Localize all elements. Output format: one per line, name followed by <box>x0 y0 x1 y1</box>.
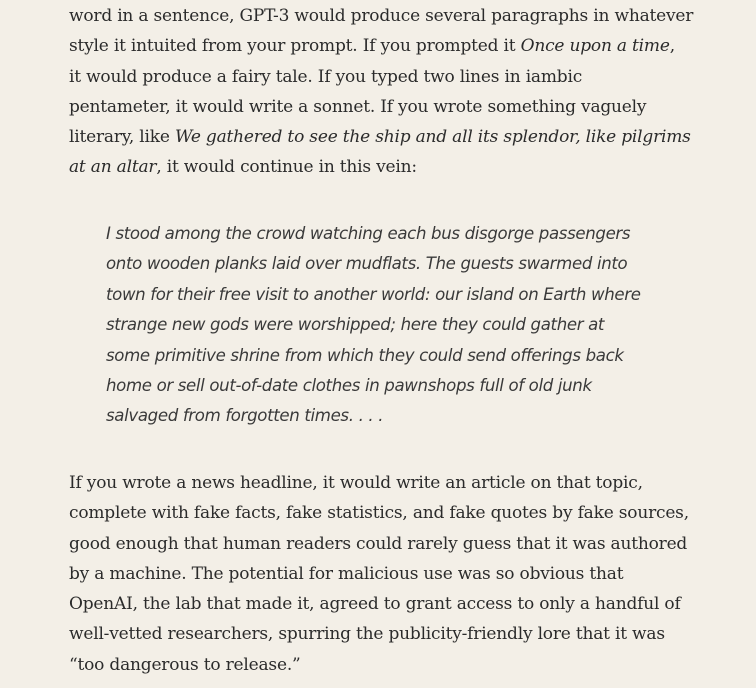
quote-line: home or sell out-of-date clothes in pawnshops full of old junk <box>106 376 592 396</box>
paragraph-intro <box>69 1 709 183</box>
quote-line: I stood among the crowd watching each bus disgorge passengers <box>106 224 631 243</box>
text-line: well-vetted researchers, spurring the publicity-friendly lore that it was <box>69 624 665 645</box>
text-line: word in a sentence, GPT-3 would produce several paragraphs in whatever <box>69 6 694 26</box>
text-line: literary, like We gathered to see the ship and all its splendor, like pilgrims <box>69 127 691 148</box>
quote-line: town for their free visit to another world: our island on Earth where <box>106 284 641 304</box>
text-line: style it intuited from your prompt. If you prompted it Once upon a time, <box>69 36 675 57</box>
emphasis: at an altar <box>69 157 157 178</box>
text-line: pentameter, it would write a sonnet. If you wrote something vaguely <box>69 96 647 117</box>
quote-line: salvaged from forgotten times. . . . <box>106 406 384 426</box>
text-line: “too dangerous to release.” <box>69 654 301 675</box>
text-line: it would produce a fairy tale. If you typed two lines in iambic <box>69 66 583 87</box>
quote-line: strange new gods were worshipped; here they could gather at <box>106 315 605 335</box>
text-line: If you wrote a news headline, it would write an article on that topic, <box>69 473 643 493</box>
text-line: complete with fake facts, fake statistics, and fake quotes by fake sources, <box>69 503 689 524</box>
text-line: OpenAI, the lab that made it, agreed to grant access to only a handful of <box>69 594 681 615</box>
quote-line: some primitive shrine from which they could send offerings back <box>106 345 624 365</box>
text-line: by a machine. The potential for malicious use was so obvious that <box>69 563 624 584</box>
paragraph-news-headline <box>69 468 709 680</box>
emphasis: Once upon a time <box>520 36 670 57</box>
text-line: at an altar, it would continue in this vein: <box>69 157 417 178</box>
quote-line: onto wooden planks laid over mudflats. The guests swarmed into <box>106 254 628 274</box>
block-quote <box>106 219 706 432</box>
text-line: good enough that human readers could rarely guess that it was authored <box>69 533 688 554</box>
emphasis: We gathered to see the ship and all its splendor, like pilgrims <box>174 127 691 148</box>
